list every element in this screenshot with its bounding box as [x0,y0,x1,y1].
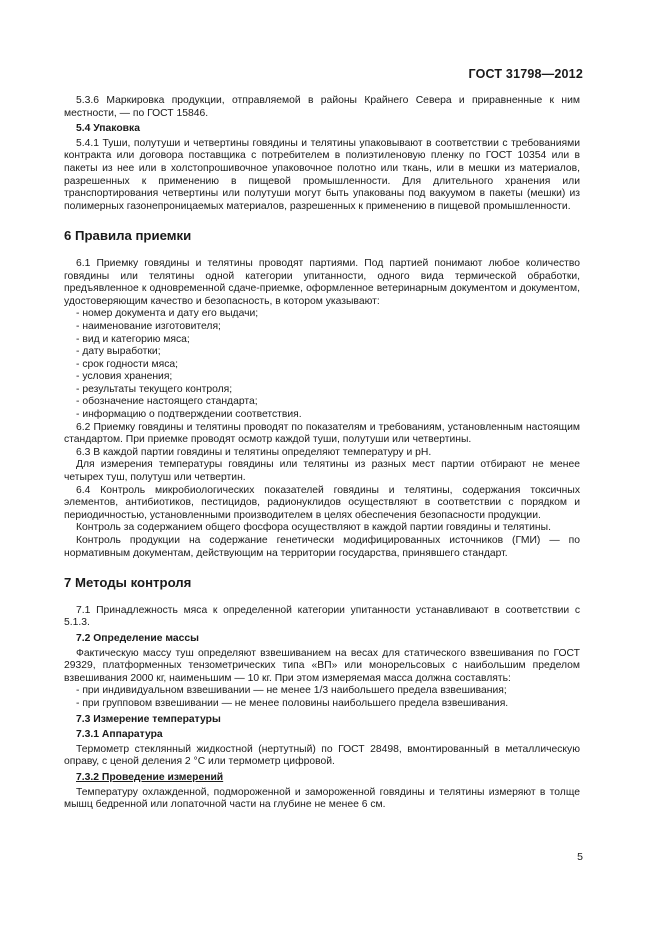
paragraph: 5.3.6 Маркировка продукции, отправляемой в районы Крайнего Севера и приравненные к ним местности, — по ГОСТ 15846. [64,95,580,119]
paragraph: Контроль продукции на содержание генетически модифицированных источников (ГМИ) — по нормативным документам, действующим на территории государства, принявшего стандарт. [64,535,580,559]
list-item: - информацию о подтверждении соответствия. [76,409,302,421]
document-code-header: ГОСТ 31798—2012 [468,67,583,81]
subsection-heading: 7.3 Измерение температуры [76,713,221,725]
subsection-heading: 7.3.1 Аппаратура [76,729,163,741]
list-item: - при групповом взвешивании — не менее половины наибольшего предела взвешивания. [76,697,509,709]
list-item: - номер документа и дату его выдачи; [76,308,259,320]
list-item: - срок годности мяса; [76,358,179,370]
subsection-heading: 7.2 Определение массы [76,632,199,644]
section-heading: 6 Правила приемки [64,228,192,244]
list-item: - обозначение настоящего стандарта; [76,396,258,408]
subsection-heading: 7.3.2 Проведение измерений [76,771,224,783]
list-item: - при индивидуальном взвешивании — не менее 1/3 наибольшего предела взвешивания; [76,685,507,697]
paragraph: Термометр стеклянный жидкостной (нертутный) по ГОСТ 28498, вмонтированный в металлическую оправу, с ценой деления 2 °С или термометр цифровой. [64,743,580,768]
section-heading: 7 Методы контроля [64,575,192,591]
paragraph: 7.1 Принадлежность мяса к определенной категории упитанности устанавливают в соответствии с 5.1.3. [64,604,580,629]
page-number: 5 [577,851,583,863]
paragraph: Фактическую массу туш определяют взвешиванием на весах для статического взвешивания по ГОСТ 29329, платформенных тензометрических типа «ВП» или монорельсовых с наибольшим пределом взвешивания 2000 кг, наименьшим — 10 кг. При этом измеряемая масса должна составлять: [64,647,580,684]
paragraph: 6.2 Приемку говядины и телятины проводят по показателям и требованиям, установленным настоящим стандартом. При приемке проводят осмотр каждой туши, полутуши или четвертины. [64,421,580,446]
page-body [64,95,580,812]
paragraph: 6.4 Контроль микробиологических показателей говядины и телятины, содержания токсичных элементов, антибиотиков, пестицидов, радионуклидов осуществляют в соответствии с порядком и периодичностью, установленными производителем в целях обеспечения безопасности продукции. [64,484,580,521]
list-item: - условия хранения; [76,371,173,383]
list-item: - наименование изготовителя; [76,320,221,332]
paragraph: 6.1 Приемку говядины и телятины проводят партиями. Под партией понимают любое количество говядины или телятины одной категории упитанности, одного вида термической обработки, предъявленное к одновременной сдаче-приемке, оформленное ветеринарным документом и документом, удостоверяющим качество и безопасность, в котором указывают: [64,257,580,307]
paragraph: 5.4.1 Туши, полутуши и четвертины говядины и телятины упаковывают в соответствии с требованиями контракта или договора поставщика с потребителем в полиэтиленовую пленку по ГОСТ 10354 или в пакеты из нее или в холстопрошивочное упаковочное полотно или ткань, или в мешки из материалов, разрешенных к применению в пищевой промышленности. Для длительного хранения или транспортирования четвертины или полутуши могут быть упакованы под вакуумом в пакеты (мешки) из полимерных газонепроницаемых материалов, разрешенных к применению в пищевой промышленности. [64,137,580,212]
paragraph: Контроль за содержанием общего фосфора осуществляют в каждой партии говядины и телятины. [76,522,551,534]
paragraph: Для измерения температуры говядины или телятины из разных мест партии отбирают не менее четырех туш, полутуш или четвертин. [64,459,580,484]
list-item: - вид и категорию мяса; [76,333,190,345]
paragraph: 6.3 В каждой партии говядины и телятины определяют температуру и pH. [76,446,432,458]
list-item: - результаты текущего контроля; [76,383,233,395]
subsection-heading: 5.4 Упаковка [76,123,140,135]
list-item: - дату выработки; [76,346,161,358]
paragraph: Температуру охлажденной, подмороженной и замороженной говядины и телятины измеряют в толще мышц бедренной или лопаточной части на глубине не менее 6 см. [64,786,580,811]
